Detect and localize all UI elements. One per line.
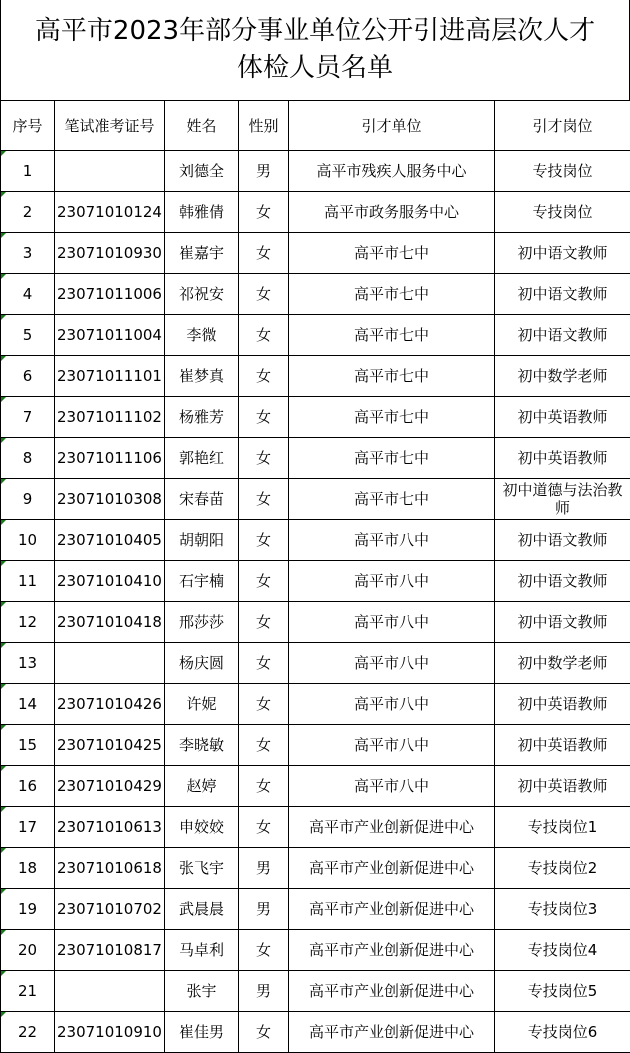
cell-gender: 女 <box>239 561 289 602</box>
table-row <box>1 766 630 807</box>
cell-index: 11 <box>1 561 55 602</box>
cell-unit: 高平市八中 <box>289 520 495 561</box>
cell-index: 13 <box>1 643 55 684</box>
cell-name: 祁祝安 <box>165 274 239 315</box>
cell-unit: 高平市七中 <box>289 274 495 315</box>
cell-name: 杨庆圆 <box>165 643 239 684</box>
cell-exam-number: 23071011102 <box>55 397 165 438</box>
cell-name: 许妮 <box>165 684 239 725</box>
cell-index: 14 <box>1 684 55 725</box>
cell-index: 3 <box>1 233 55 274</box>
cell-name: 韩雅倩 <box>165 192 239 233</box>
table-row <box>1 151 630 192</box>
cell-index: 16 <box>1 766 55 807</box>
cell-index: 19 <box>1 889 55 930</box>
cell-unit: 高平市残疾人服务中心 <box>289 151 495 192</box>
cell-exam-number: 23071010618 <box>55 848 165 889</box>
cell-name: 崔佳男 <box>165 1012 239 1053</box>
cell-exam-number: 23071010410 <box>55 561 165 602</box>
cell-gender: 男 <box>239 971 289 1012</box>
cell-unit: 高平市产业创新促进中心 <box>289 971 495 1012</box>
cell-unit: 高平市产业创新促进中心 <box>289 848 495 889</box>
table-row <box>1 848 630 889</box>
cell-position: 初中语文教师 <box>495 602 630 643</box>
header-cell-position: 引才岗位 <box>495 101 630 151</box>
cell-position: 专技岗位2 <box>495 848 630 889</box>
cell-position: 专技岗位5 <box>495 971 630 1012</box>
cell-name: 崔梦真 <box>165 356 239 397</box>
cell-exam-number: 23071011106 <box>55 438 165 479</box>
cell-unit: 高平市八中 <box>289 602 495 643</box>
cell-unit: 高平市产业创新促进中心 <box>289 1012 495 1053</box>
cell-exam-number: 23071010613 <box>55 807 165 848</box>
header-cell-index: 序号 <box>1 101 55 151</box>
cell-position: 初中英语教师 <box>495 397 630 438</box>
cell-gender: 女 <box>239 274 289 315</box>
cell-gender: 女 <box>239 725 289 766</box>
cell-index: 17 <box>1 807 55 848</box>
cell-position: 初中语文教师 <box>495 520 630 561</box>
title-line-1: 高平市2023年部分事业单位公开引进高层次人才 <box>35 13 595 50</box>
header-cell-gender: 性别 <box>239 101 289 151</box>
table-row <box>1 397 630 438</box>
cell-exam-number: 23071011006 <box>55 274 165 315</box>
header-cell-unit: 引才单位 <box>289 101 495 151</box>
cell-unit: 高平市八中 <box>289 561 495 602</box>
cell-gender: 女 <box>239 233 289 274</box>
cell-position: 初中语文教师 <box>495 233 630 274</box>
cell-name: 宋春苗 <box>165 479 239 520</box>
cell-gender: 女 <box>239 192 289 233</box>
table-row <box>1 930 630 971</box>
cell-gender: 女 <box>239 807 289 848</box>
cell-exam-number: 23071010426 <box>55 684 165 725</box>
table-header-row <box>1 101 630 151</box>
cell-position: 初中英语教师 <box>495 684 630 725</box>
table-row <box>1 274 630 315</box>
cell-exam-number <box>55 151 165 192</box>
cell-exam-number: 23071011101 <box>55 356 165 397</box>
cell-name: 石宇楠 <box>165 561 239 602</box>
cell-gender: 女 <box>239 1012 289 1053</box>
cell-exam-number: 23071010405 <box>55 520 165 561</box>
cell-gender: 女 <box>239 315 289 356</box>
cell-exam-number: 23071010418 <box>55 602 165 643</box>
cell-exam-number: 23071010425 <box>55 725 165 766</box>
cell-gender: 女 <box>239 602 289 643</box>
cell-exam-number: 23071011004 <box>55 315 165 356</box>
cell-gender: 女 <box>239 684 289 725</box>
cell-unit: 高平市八中 <box>289 643 495 684</box>
cell-name: 武晨晨 <box>165 889 239 930</box>
table-row <box>1 807 630 848</box>
cell-gender: 女 <box>239 397 289 438</box>
cell-gender: 女 <box>239 520 289 561</box>
cell-position: 初中英语教师 <box>495 438 630 479</box>
cell-unit: 高平市产业创新促进中心 <box>289 807 495 848</box>
cell-index: 6 <box>1 356 55 397</box>
cell-unit: 高平市八中 <box>289 766 495 807</box>
cell-index: 7 <box>1 397 55 438</box>
cell-position: 专技岗位4 <box>495 930 630 971</box>
cell-position: 初中数学老师 <box>495 356 630 397</box>
cell-position: 初中道德与法治教师 <box>495 479 630 520</box>
document-title <box>0 0 630 100</box>
candidate-table <box>0 100 630 1053</box>
cell-position: 初中英语教师 <box>495 725 630 766</box>
cell-gender: 男 <box>239 848 289 889</box>
cell-name: 李晓敏 <box>165 725 239 766</box>
cell-name: 崔嘉宇 <box>165 233 239 274</box>
cell-index: 15 <box>1 725 55 766</box>
cell-exam-number: 23071010702 <box>55 889 165 930</box>
cell-index: 8 <box>1 438 55 479</box>
cell-unit: 高平市七中 <box>289 397 495 438</box>
cell-gender: 女 <box>239 930 289 971</box>
cell-name: 马卓利 <box>165 930 239 971</box>
cell-name: 张宇 <box>165 971 239 1012</box>
cell-name: 杨雅芳 <box>165 397 239 438</box>
cell-exam-number <box>55 643 165 684</box>
title-line-2: 体检人员名单 <box>237 50 393 87</box>
cell-position: 初中英语教师 <box>495 766 630 807</box>
cell-unit: 高平市七中 <box>289 233 495 274</box>
cell-name: 刘德全 <box>165 151 239 192</box>
table-row <box>1 971 630 1012</box>
table-row <box>1 315 630 356</box>
table-row <box>1 520 630 561</box>
cell-exam-number: 23071010308 <box>55 479 165 520</box>
table-row <box>1 684 630 725</box>
cell-position: 初中语文教师 <box>495 315 630 356</box>
cell-position: 专技岗位6 <box>495 1012 630 1053</box>
cell-name: 邢莎莎 <box>165 602 239 643</box>
cell-exam-number: 23071010429 <box>55 766 165 807</box>
cell-unit: 高平市八中 <box>289 684 495 725</box>
cell-position: 初中语文教师 <box>495 561 630 602</box>
cell-exam-number: 23071010930 <box>55 233 165 274</box>
table-row <box>1 438 630 479</box>
cell-name: 李微 <box>165 315 239 356</box>
cell-position: 初中数学老师 <box>495 643 630 684</box>
cell-index: 21 <box>1 971 55 1012</box>
cell-position: 专技岗位 <box>495 192 630 233</box>
table-row <box>1 233 630 274</box>
cell-position: 专技岗位1 <box>495 807 630 848</box>
cell-unit: 高平市七中 <box>289 438 495 479</box>
cell-gender: 男 <box>239 889 289 930</box>
table-row <box>1 643 630 684</box>
table-row <box>1 889 630 930</box>
table-body <box>1 101 630 1053</box>
cell-unit: 高平市政务服务中心 <box>289 192 495 233</box>
cell-unit: 高平市七中 <box>289 315 495 356</box>
table-row <box>1 602 630 643</box>
cell-index: 4 <box>1 274 55 315</box>
cell-index: 5 <box>1 315 55 356</box>
cell-name: 申姣姣 <box>165 807 239 848</box>
cell-gender: 女 <box>239 766 289 807</box>
cell-index: 9 <box>1 479 55 520</box>
cell-unit: 高平市七中 <box>289 479 495 520</box>
cell-name: 胡朝阳 <box>165 520 239 561</box>
cell-exam-number: 23071010124 <box>55 192 165 233</box>
table-row <box>1 479 630 520</box>
cell-index: 20 <box>1 930 55 971</box>
cell-gender: 女 <box>239 438 289 479</box>
cell-gender: 女 <box>239 356 289 397</box>
cell-index: 10 <box>1 520 55 561</box>
cell-gender: 女 <box>239 479 289 520</box>
cell-unit: 高平市产业创新促进中心 <box>289 889 495 930</box>
cell-index: 22 <box>1 1012 55 1053</box>
cell-name: 郭艳红 <box>165 438 239 479</box>
header-cell-name: 姓名 <box>165 101 239 151</box>
cell-name: 张飞宇 <box>165 848 239 889</box>
cell-position: 专技岗位3 <box>495 889 630 930</box>
cell-unit: 高平市八中 <box>289 725 495 766</box>
header-cell-exam-number: 笔试准考证号 <box>55 101 165 151</box>
cell-exam-number: 23071010817 <box>55 930 165 971</box>
cell-position: 初中语文教师 <box>495 274 630 315</box>
cell-position: 专技岗位 <box>495 151 630 192</box>
cell-gender: 男 <box>239 151 289 192</box>
cell-unit: 高平市七中 <box>289 356 495 397</box>
cell-exam-number: 23071010910 <box>55 1012 165 1053</box>
table-row <box>1 725 630 766</box>
table-row <box>1 356 630 397</box>
cell-exam-number <box>55 971 165 1012</box>
cell-gender: 女 <box>239 643 289 684</box>
cell-unit: 高平市产业创新促进中心 <box>289 930 495 971</box>
cell-name: 赵婷 <box>165 766 239 807</box>
cell-index: 2 <box>1 192 55 233</box>
table-row <box>1 561 630 602</box>
cell-index: 1 <box>1 151 55 192</box>
cell-index: 12 <box>1 602 55 643</box>
table-row <box>1 1012 630 1053</box>
cell-index: 18 <box>1 848 55 889</box>
table-row <box>1 192 630 233</box>
